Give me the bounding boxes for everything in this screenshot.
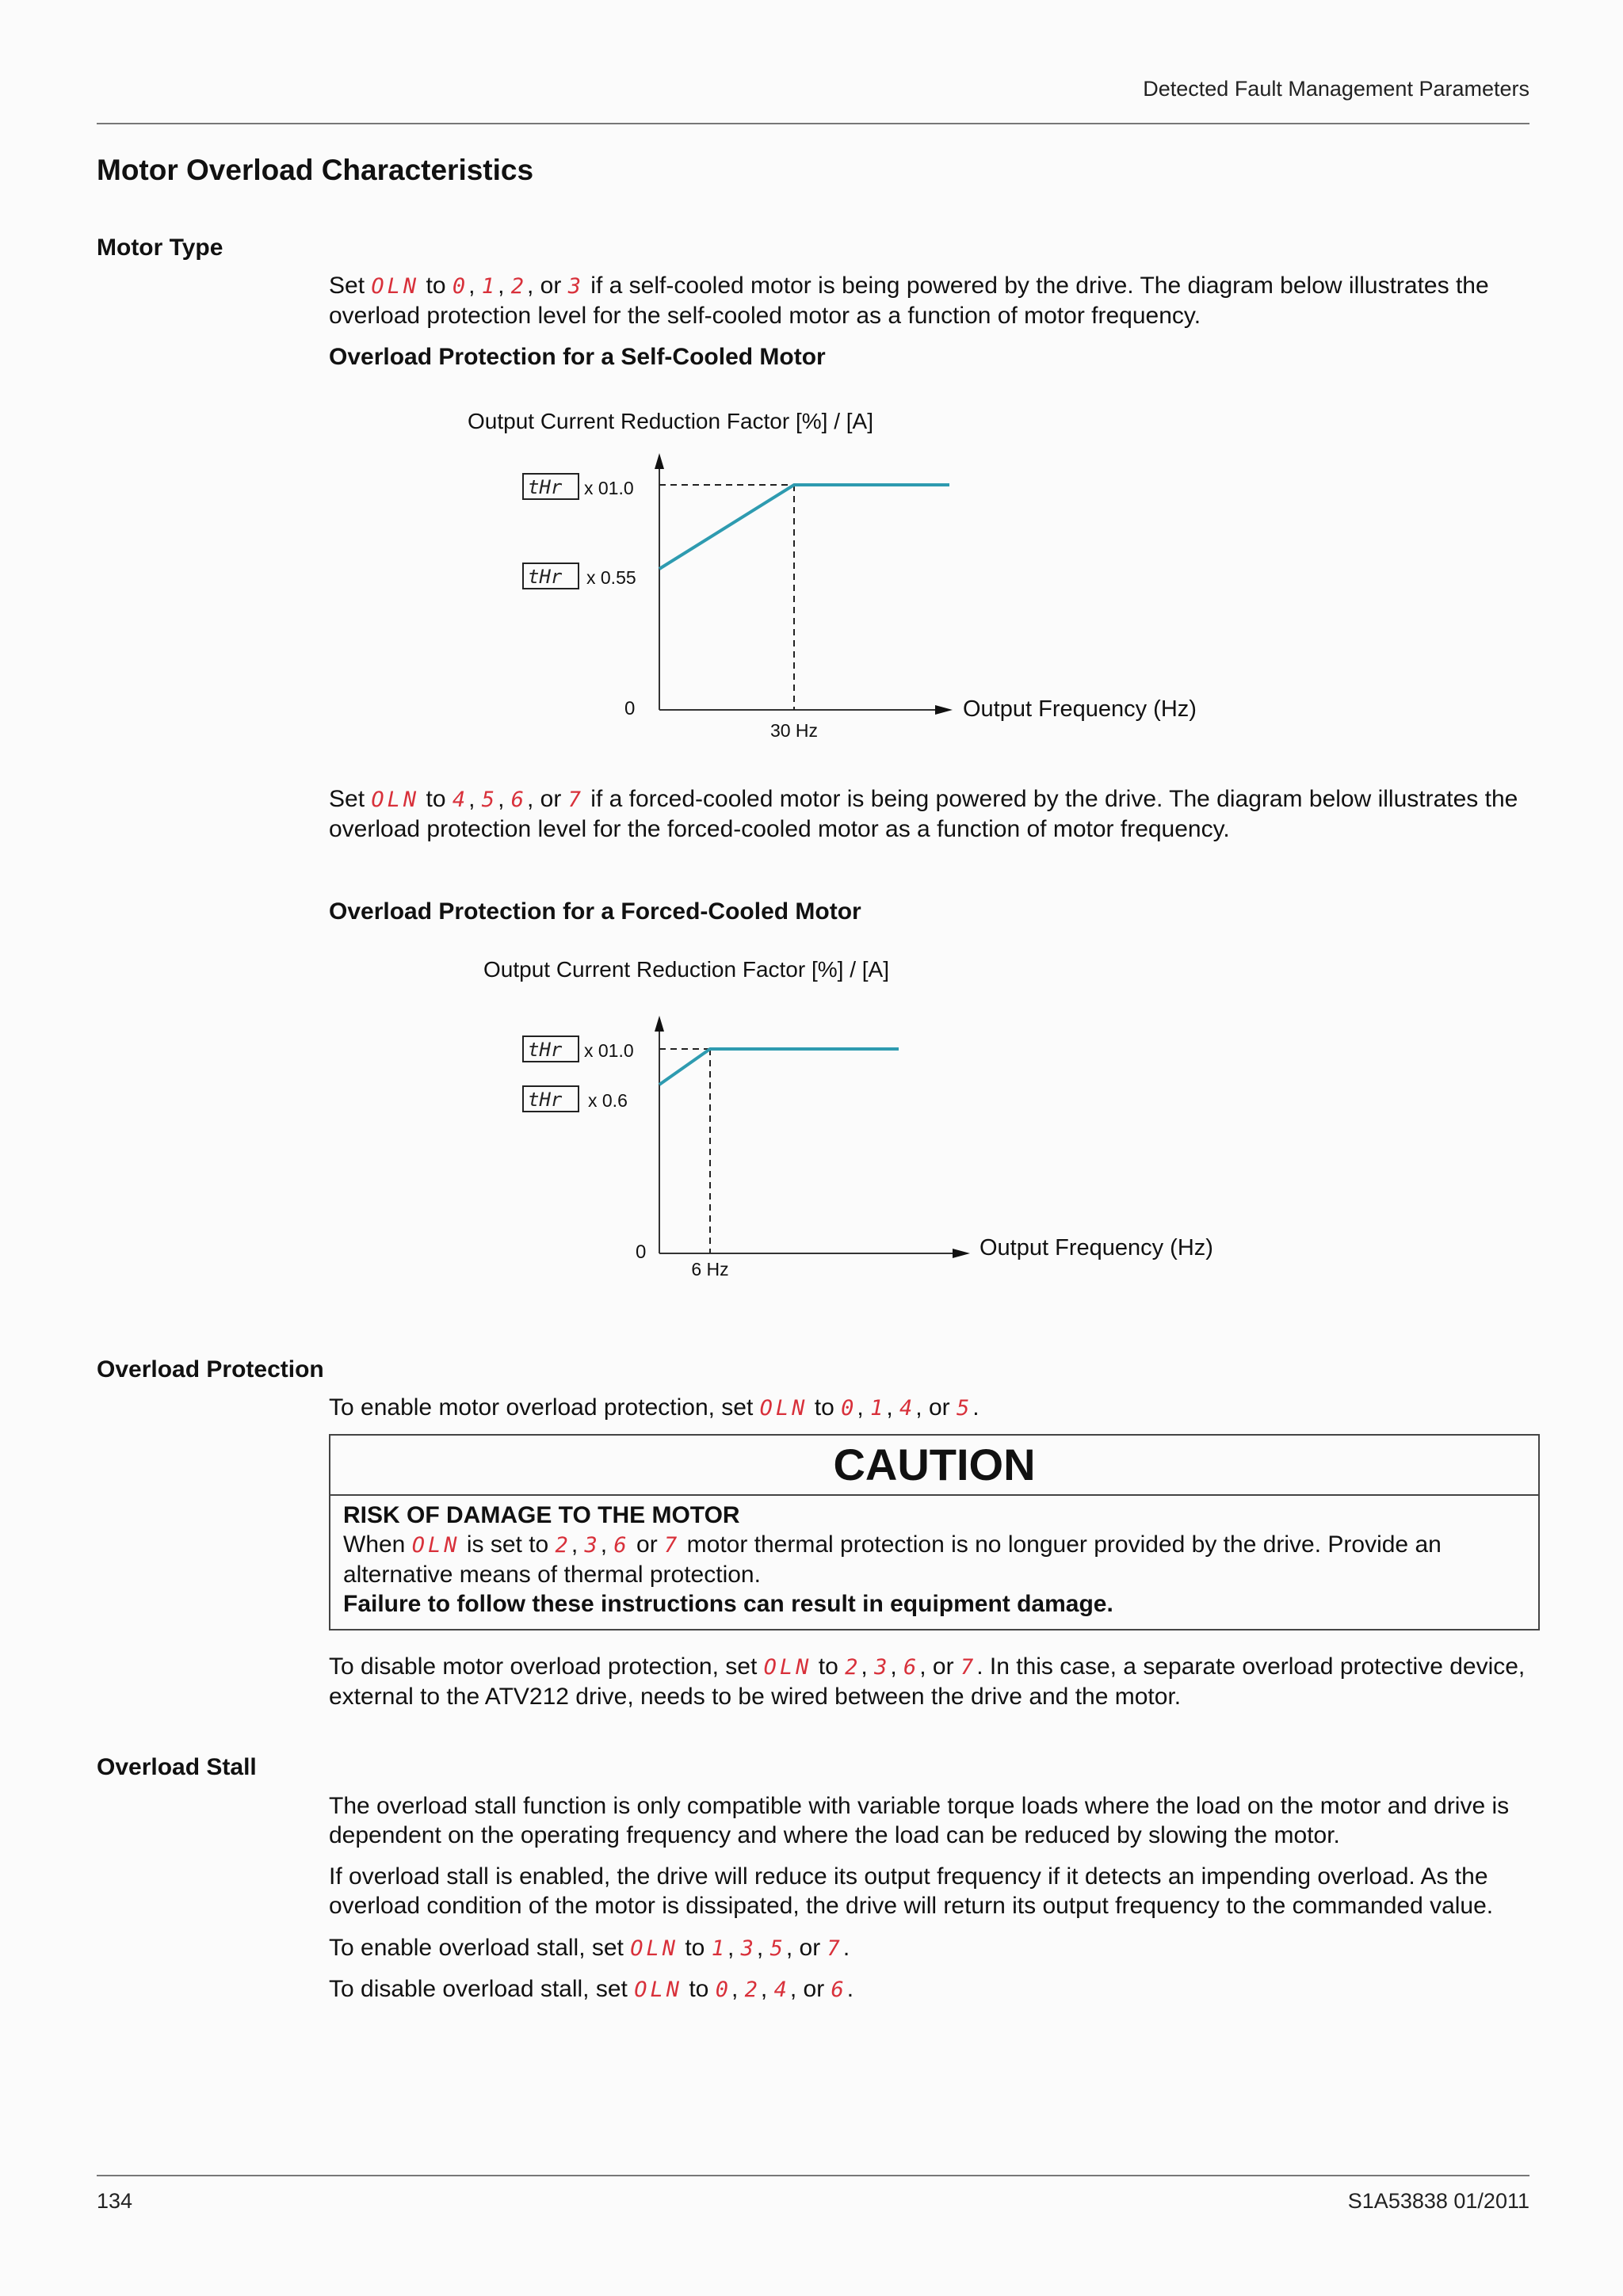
chart-title: Output Current Reduction Factor [%] / [A]: [483, 957, 889, 982]
thr-param-box: [523, 563, 579, 589]
thr-param-box: [523, 1036, 579, 1062]
caution-box: [329, 1434, 1540, 1630]
caution-text: When OLN is set to 2, 3, 6 or 7 motor thermal protection is no longuer provided by the drive. Provide an alternative means of thermal protection.: [343, 1531, 1442, 1588]
chart-caption-self-cooled: Overload Protection for a Self-Cooled Motor: [329, 344, 826, 370]
x-axis-arrow: [935, 705, 953, 715]
overload-protection-heading: Overload Protection: [97, 1356, 324, 1383]
param-code: OLN: [759, 1396, 808, 1421]
origin-label: 0: [636, 1241, 647, 1263]
overload-stall-paragraph-2: If overload stall is enabled, the drive will reduce its output frequency if it detects an impending overload. As the overload condition of the motor is dissipated, the drive will return its output frequency to the commanded value.: [329, 1863, 1494, 1919]
caution-content: [330, 1496, 1538, 1619]
thr-param-code: tHr: [528, 476, 563, 498]
y-axis-arrow: [655, 1016, 664, 1032]
param-code: OLN: [634, 1978, 682, 2002]
param-code: OLN: [371, 274, 420, 299]
overload-stall-disable: To disable overload stall, set OLN to 0, 2, 4, or 6.: [329, 1976, 854, 2002]
thr-param-box: [523, 1086, 579, 1112]
running-header: Detected Fault Management Parameters: [1143, 77, 1529, 101]
origin-label: 0: [624, 698, 636, 719]
x-axis-label: Output Frequency (Hz): [963, 696, 1197, 722]
y-label-bottom: x 0.6: [588, 1090, 628, 1111]
overload-stall-enable: To enable overload stall, set OLN to 1, 3, 5, or 7.: [329, 1935, 850, 1961]
x-tick-label: 30 Hz: [769, 720, 819, 741]
document-id: S1A53838 01/2011: [1347, 2189, 1529, 2213]
y-label-bottom: x 0.55: [586, 567, 636, 588]
thr-param-code: tHr: [528, 566, 563, 588]
protection-curve: [659, 485, 949, 569]
y-label-top: x 01.0: [584, 1040, 634, 1061]
protection-curve: [659, 1049, 899, 1085]
caution-warning: Failure to follow these instructions can result in equipment damage.: [343, 1591, 1113, 1617]
thr-param-code: tHr: [528, 1039, 563, 1061]
param-code: OLN: [371, 788, 420, 812]
header-rule: [97, 123, 1529, 124]
overload-stall-heading: Overload Stall: [97, 1754, 257, 1780]
chart-caption-forced-cooled: Overload Protection for a Forced-Cooled Motor: [329, 898, 861, 925]
x-axis-arrow: [953, 1249, 970, 1258]
thr-param-code: tHr: [528, 1089, 563, 1111]
caution-title: CAUTION: [330, 1436, 1538, 1496]
page-title: Motor Overload Characteristics: [97, 154, 534, 186]
overload-stall-paragraph-1: The overload stall function is only compatible with variable torque loads where the load on the motor and drive is dependent on the operating frequency and where the load can be reduced by slowing the motor.: [329, 1793, 1510, 1848]
page-number: 134: [97, 2189, 133, 2213]
motor-type-paragraph-1: Set OLN to 0, 1, 2, or 3 if a self-cooled motor is being powered by the drive. The diagram below illustrates the overload protection level for the self-cooled motor as a function of motor frequency.: [329, 273, 1489, 329]
param-code: OLN: [763, 1655, 812, 1680]
caution-risk: RISK OF DAMAGE TO THE MOTOR: [343, 1502, 740, 1528]
param-code: OLN: [411, 1533, 460, 1558]
x-tick-label: 6 Hz: [691, 1259, 729, 1280]
motor-type-paragraph-2: Set OLN to 4, 5, 6, or 7 if a forced-cooled motor is being powered by the drive. The diagram below illustrates the overload protection level for the forced-cooled motor as a function of motor frequency.: [329, 786, 1518, 842]
overload-protection-disable: To disable motor overload protection, set OLN to 2, 3, 6, or 7. In this case, a separate overload protective device, external to the ATV212 drive, needs to be wired between the drive and the motor.: [329, 1653, 1526, 1710]
y-label-top: x 01.0: [584, 478, 634, 498]
footer-rule: [97, 2175, 1529, 2176]
thr-param-box: [523, 474, 579, 499]
chart-title: Output Current Reduction Factor [%] / [A]: [468, 409, 873, 433]
overload-protection-enable: To enable motor overload protection, set OLN to 0, 1, 4, or 5.: [329, 1394, 980, 1421]
y-axis-arrow: [655, 453, 664, 469]
param-code: OLN: [630, 1936, 679, 1961]
motor-type-heading: Motor Type: [97, 235, 223, 261]
x-axis-label: Output Frequency (Hz): [980, 1235, 1213, 1261]
